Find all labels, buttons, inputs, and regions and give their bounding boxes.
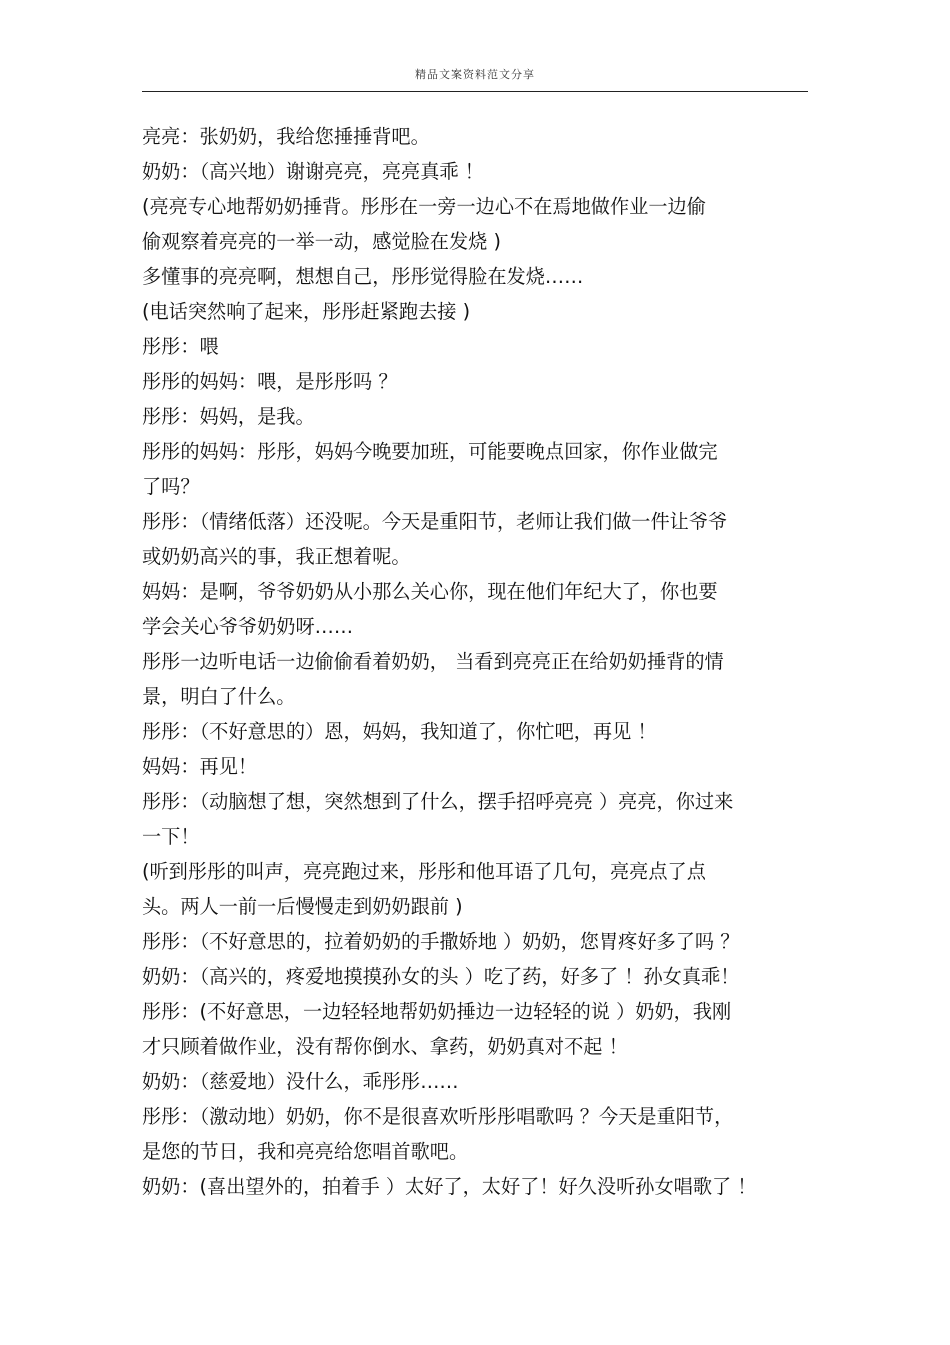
text-line: 彤彤：妈妈，是我。 [142, 405, 315, 428]
text-line: 妈妈：是啊，爷爷奶奶从小那么关心你，现在他们年纪大了，你也要 [142, 580, 718, 603]
text-line: 彤彤：（动脑想了想，突然想到了什么，摆手招呼亮亮 ）亮亮，你过来 [142, 790, 734, 813]
text-line: 了吗？ [142, 475, 200, 498]
text-line: 奶奶：（高兴地）谢谢亮亮，亮亮真乖 ！ [142, 160, 484, 183]
text-line: 一下！ [142, 825, 200, 848]
text-line: 彤彤：（不好意思的）恩，妈妈，我知道了，你忙吧，再见 ！ [142, 720, 657, 743]
text-line: 彤彤：（情绪低落）还没呢。今天是重阳节，老师让我们做一件让爷爷 [142, 510, 728, 533]
text-line: 彤彤的妈妈：喂，是彤彤吗 ？ [142, 370, 398, 393]
text-line: 彤彤：(不好意思，一边轻轻地帮奶奶捶边一边轻轻的说 ）奶奶，我刚 [142, 1000, 732, 1023]
text-line: 头。两人一前一后慢慢走到奶奶跟前 ) [142, 895, 463, 918]
text-line: 彤彤一边听电话一边偷偷看着奶奶， 当看到亮亮正在给奶奶捶背的情 [142, 650, 724, 673]
text-line: (亮亮专心地帮奶奶捶背。彤彤在一旁一边心不在焉地做作业一边偷 [142, 195, 706, 218]
text-line: 或奶奶高兴的事，我正想着呢。 [142, 545, 411, 568]
text-line: (听到彤彤的叫声，亮亮跑过来，彤彤和他耳语了几句，亮亮点了点 [142, 860, 706, 883]
header-divider [142, 91, 808, 92]
text-line: 奶奶：（高兴的，疼爱地摸摸孙女的头 ）吃了药，好多了 ！孙女真乖！ [142, 965, 740, 988]
text-line: 景，明白了什么。 [142, 685, 296, 708]
text-line: 彤彤：（激动地）奶奶，你不是很喜欢听彤彤唱歌吗 ？今天是重阳节， [142, 1105, 734, 1128]
text-line: 妈妈：再见！ [142, 755, 258, 778]
document-body [142, 119, 812, 1204]
text-line: 是您的节日，我和亮亮给您唱首歌吧。 [142, 1140, 469, 1163]
text-line: 亮亮：张奶奶，我给您捶捶背吧。 [142, 125, 430, 148]
text-line: 学会关心爷爷奶奶呀…… [142, 615, 354, 638]
text-line: 彤彤：喂 [142, 335, 219, 358]
text-line: 彤彤：（不好意思的，拉着奶奶的手撒娇地 ）奶奶，您胃疼好多了吗 ？ [142, 930, 740, 953]
text-line: 多懂事的亮亮啊，想想自己，彤彤觉得脸在发烧…… [142, 265, 584, 288]
page-header: 精品文案资料范文分享 [415, 68, 535, 81]
text-line: 奶奶：(喜出望外的，拍着手 ）太好了，太好了！好久没听孙女唱歌了 ！ [142, 1175, 757, 1198]
text-line: 奶奶：（慈爱地）没什么，乖彤彤…… [142, 1070, 459, 1093]
text-line: 偷观察着亮亮的一举一动，感觉脸在发烧 ) [142, 230, 501, 253]
text-line: (电话突然响了起来，彤彤赶紧跑去接 ) [142, 300, 471, 323]
text-line: 才只顾着做作业，没有帮你倒水、拿药，奶奶真对不起 ！ [142, 1035, 628, 1058]
text-line: 彤彤的妈妈：彤彤，妈妈今晚要加班，可能要晚点回家，你作业做完 [142, 440, 718, 463]
